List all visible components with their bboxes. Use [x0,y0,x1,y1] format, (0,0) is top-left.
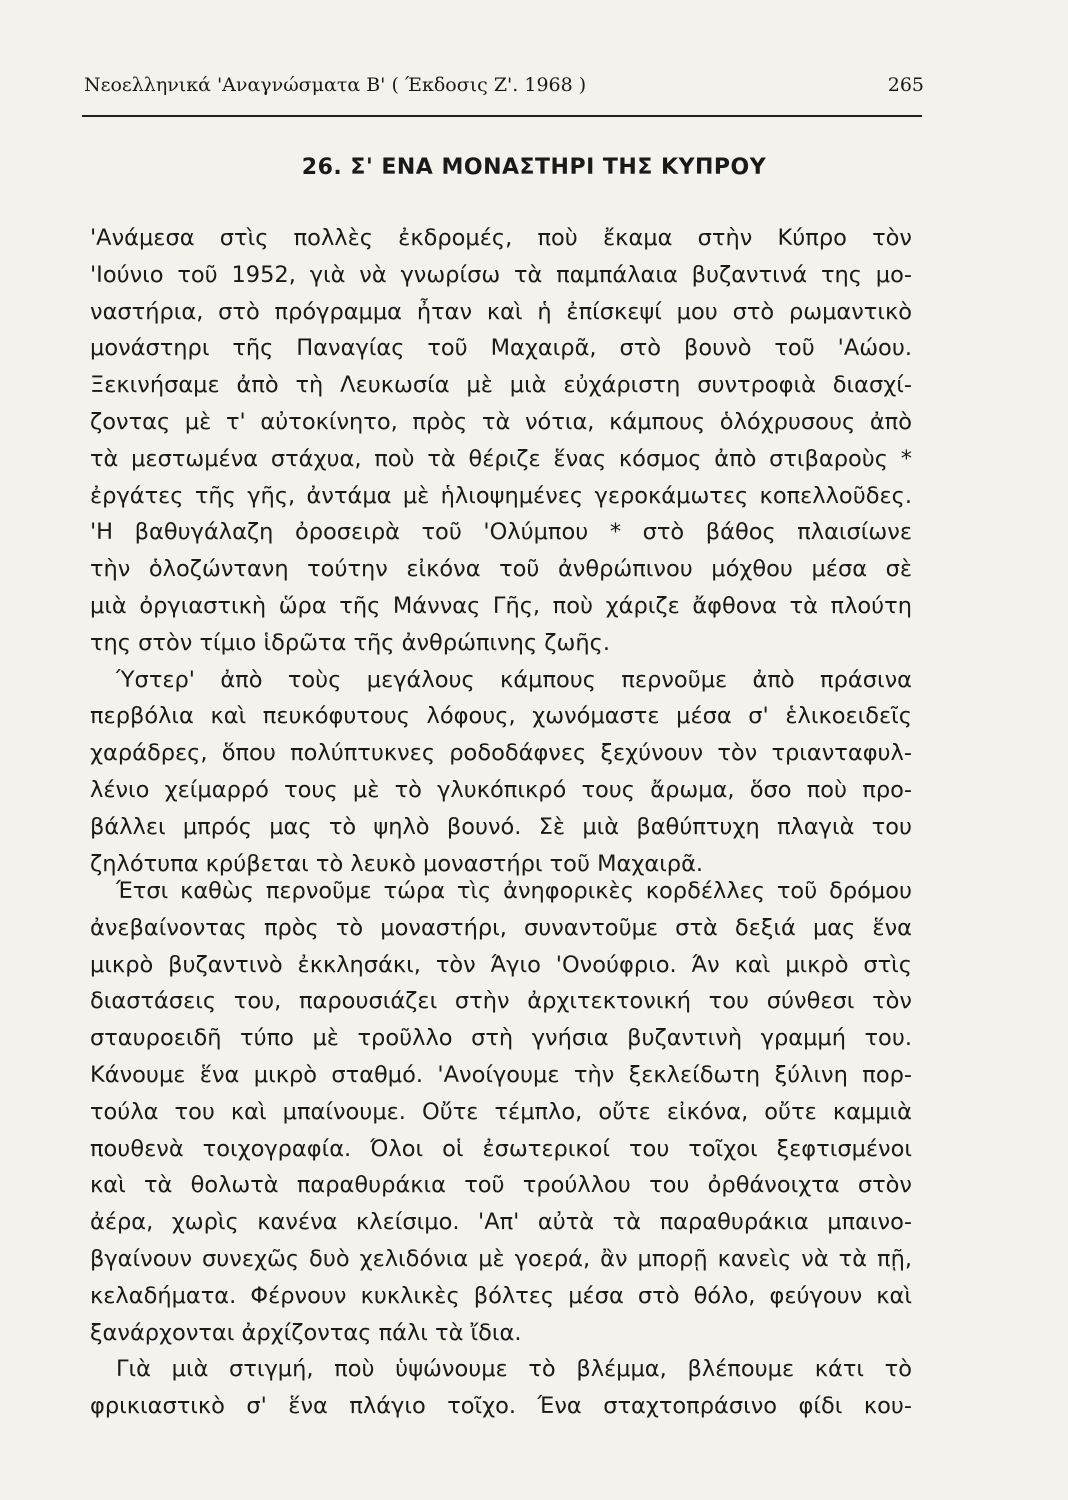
text-line: ἀέρα, χωρὶς κανένα κλείσιμο. 'Απ' αὐτὰ τὰ παραθυράκια μπαινο- [90,1209,912,1236]
text-line: 'Ιούνιο τοῦ 1952, γιὰ νὰ γνωρίσω τὰ παμπάλαια βυζαντινά της μο- [90,261,912,288]
text-line: Γιὰ μιὰ στιγμή, ποὺ ὑψώνουμε τὸ βλέμμα, βλέπουμε κάτι τὸ [116,1356,912,1383]
text-line: μικρὸ βυζαντινὸ ἐκκλησάκι, τὸν Άγιο 'Ονούφριο. Άν καὶ μικρὸ στὶς [90,951,912,978]
text-line: Ύστερ' ἀπὸ τοὺς μεγάλους κάμπους περνοῦμε ἀπὸ πράσινα [116,666,912,693]
text-line: της στὸν τίμιο ἱδρῶτα τῆς ἀνθρώπινης ζωῆς. [90,629,610,656]
running-header [84,74,924,104]
text-line: σταυροειδῆ τύπο μὲ τροῦλλο στὴ γνήσια βυζαντινὴ γραμμή του. [90,1025,912,1052]
text-line: χαράδρες, ὅπου πολύπτυκνες ροδοδάφνες ξεχύνουν τὸν τριανταφυλ- [90,740,912,767]
text-line: ζηλότυπα κρύβεται τὸ λευκὸ μοναστήρι τοῦ Μαχαιρᾶ. [90,850,704,877]
text-line: ἀνεβαίνοντας πρὸς τὸ μοναστήρι, συναντοῦμε στὰ δεξιά μας ἕνα [90,914,912,941]
text-line: ἐργάτες τῆς γῆς, ἀντάμα μὲ ἡλιοψημένες γεροκάμωτες κοπελλοῦδες. [90,482,912,509]
text-line: Κάνουμε ἕνα μικρὸ σταθμό. 'Ανοίγουμε τὴν ξεκλείδωτη ξύλινη πορ- [90,1061,912,1088]
text-line: λένιο χείμαρρό τους μὲ τὸ γλυκόπικρό τους ἄρωμα, ὅσο ποὺ προ- [90,776,912,803]
text-line: μονάστηρι τῆς Παναγίας τοῦ Μαχαιρᾶ, στὸ βουνὸ τοῦ 'Αώου. [90,335,912,362]
text-line: τὰ μεστωμένα στάχυα, ποὺ τὰ θέριζε ἕνας κόσμος ἀπὸ στιβαροὺς * [90,445,912,472]
text-line: 'Η βαθυγάλαζη ὀροσειρὰ τοῦ 'Ολύμπου * στὸ βάθος πλαισίωνε [90,519,912,546]
text-line: ξανάρχονται ἀρχίζοντας πάλι τὰ ἴδια. [90,1319,522,1346]
text-line: μιὰ ὀργιαστικὴ ὥρα τῆς Μάννας Γῆς, ποὺ χάριζε ἄφθονα τὰ πλούτη [90,592,912,619]
running-header-title: Νεοελληνικά 'Αναγνώσματα Β' ( Έκδοσις Ζ'. 1968 ) [84,74,587,96]
text-line: περβόλια καὶ πευκόφυτους λόφους, χωνόμαστε μέσα σ' ἑλικοειδεῖς [90,703,912,730]
text-line: ζοντας μὲ τ' αὐτοκίνητο, πρὸς τὰ νότια, κάμπους ὁλόχρυσους ἀπὸ [90,408,912,435]
paragraph-1 [90,220,912,882]
text-line: 'Ανάμεσα στὶς πολλὲς ἐκδρομές, ποὺ ἔκαμα στὴν Κύπρο τὸν [90,225,912,251]
page-number: 265 [887,74,924,96]
text-line: κελαδήματα. Φέρνουν κυκλικὲς βόλτες μέσα στὸ θόλο, φεύγουν καὶ [90,1282,912,1309]
text-line: ναστήρια, στὸ πρόγραμμα ἦταν καὶ ἡ ἐπίσκεψί μου στὸ ρωμαντικὸ [90,298,912,325]
text-line: τούλα του καὶ μπαίνουμε. Οὔτε τέμπλο, οὔτε εἰκόνα, οὔτε καμμιὰ [90,1098,912,1125]
text-line: πουθενὰ τοιχογραφία. Όλοι οἱ ἐσωτερικοί του τοῖχοι ξεφτισμένοι [90,1135,912,1162]
text-line: Έτσι καθὼς περνοῦμε τώρα τὶς ἀνηφορικὲς κορδέλλες τοῦ δρόμου [116,878,912,904]
text-line: Ξεκινήσαμε ἀπὸ τὴ Λευκωσία μὲ μιὰ εὐχάριστη συντροφιὰ διασχί- [90,372,912,399]
text-line: διαστάσεις του, παρουσιάζει στὴν ἀρχιτεκτονική του σύνθεσι τὸν [90,988,912,1015]
text-line: φρικιαστικὸ σ' ἕνα πλάγιο τοῖχο. Ένα σταχτοπράσινο φίδι κου- [90,1393,912,1420]
paragraph-2 [90,873,912,1425]
text-line: βάλλει μπρός μας τὸ ψηλὸ βουνό. Σὲ μιὰ βαθύπτυχη πλαγιὰ του [90,813,912,840]
text-line: καὶ τὰ θολωτὰ παραθυράκια τοῦ τρούλλου του ὀρθάνοιχτα στὸν [90,1172,912,1199]
text-line: βγαίνουν συνεχῶς δυὸ χελιδόνια μὲ γοερά, ἂν μπορῇ κανεὶς νὰ τὰ πῇ, [90,1245,912,1272]
text-line: τὴν ὁλοζώντανη τούτην εἰκόνα τοῦ ἀνθρώπινου μόχθου μέσα σὲ [90,556,912,583]
chapter-title: 26. Σ' ΕΝΑ ΜΟΝΑΣΤΗΡΙ ΤΗΣ ΚΥΠΡΟΥ [301,155,767,180]
header-rule [82,115,922,117]
